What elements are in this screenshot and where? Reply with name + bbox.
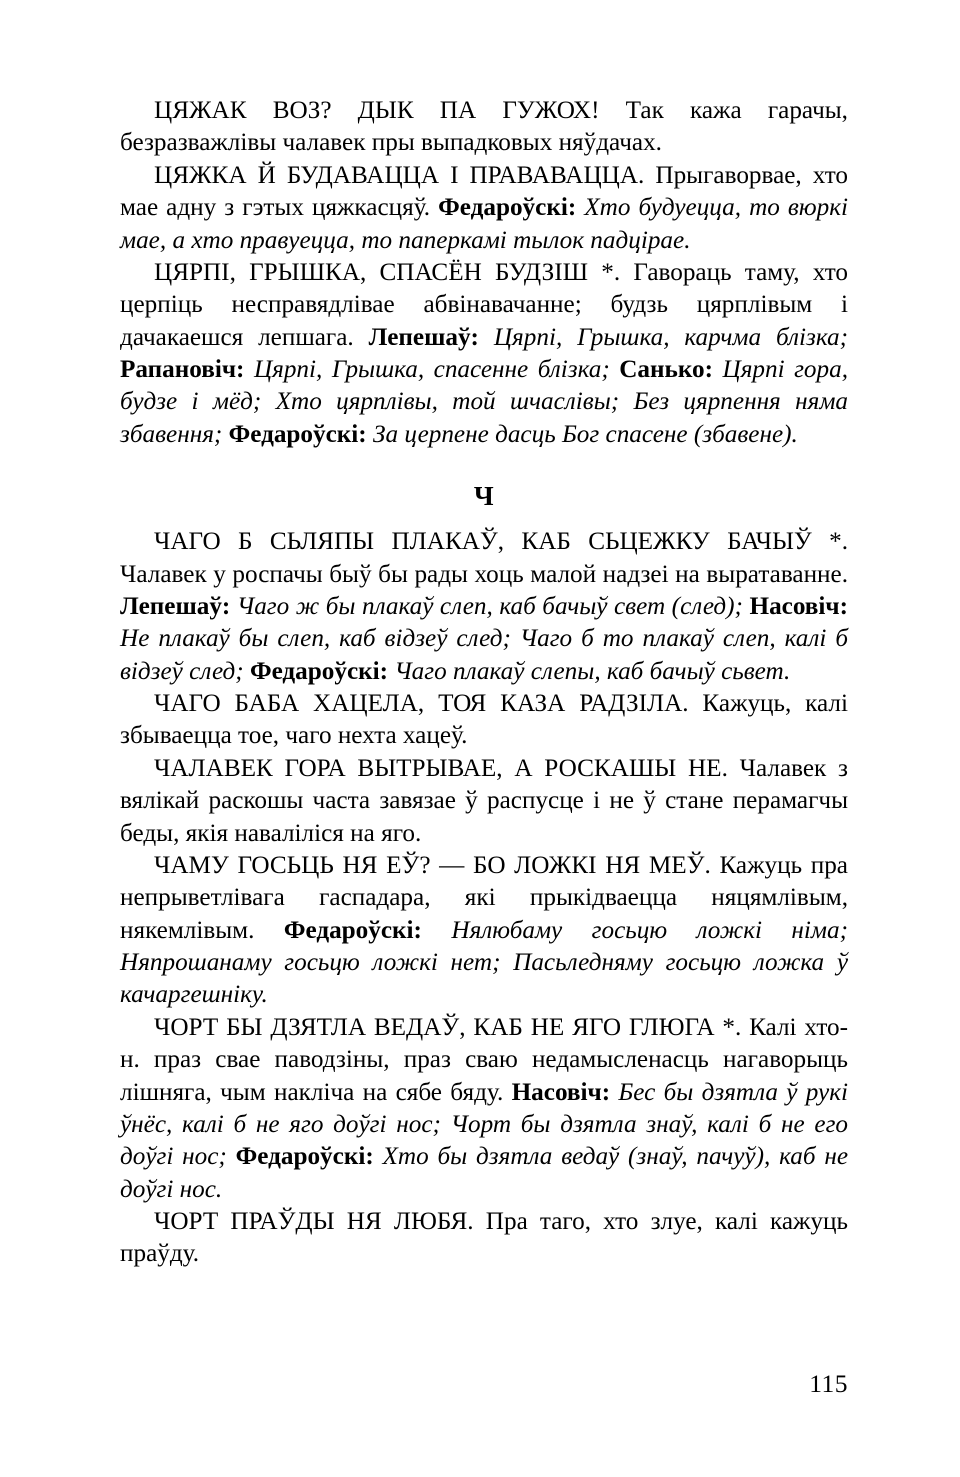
citation-quote: Бес бы дзятла ў рукі ўнёс, калі б не яго доўгі нос; Чорт бы дзятла знаў, калі б не его доўгі нос; xyxy=(120,1078,849,1171)
section-letter-heading: Ч xyxy=(473,481,495,512)
citation-quote: Чаго ж бы плакаў слеп, каб бачыў свет (след); xyxy=(230,592,743,620)
dictionary-entry xyxy=(120,1012,848,1206)
citation-quote: Цярпі, Грышка, спасенне блізка; xyxy=(244,356,610,383)
entry-headword: ЧАГО Б СЬЛЯПЫ ПЛАКАЎ, КАБ СЬЦЕЖКУ БАЧЫЎ *. xyxy=(154,528,848,556)
entry-headword: ЧАЛАВЕК ГОРА ВЫТРЫВАЕ, А РОСКАШЫ НЕ. xyxy=(154,754,728,782)
citation-source: Санько: xyxy=(609,356,713,383)
entry-body: Кажуць, калі збываецца тое, чаго нехта хацеў. xyxy=(120,690,849,750)
dictionary-entry xyxy=(120,160,848,257)
citation-source: Федароўскі: xyxy=(226,1143,374,1171)
citation-source: Лепешаў: xyxy=(120,592,231,620)
citation-source: Насовіч: xyxy=(511,1078,611,1106)
citation-source: Насовіч: xyxy=(742,592,848,620)
entry-headword: ЦЯРПІ, ГРЫШКА, СПАСЁН БУДЗІШ *. xyxy=(154,258,621,286)
entry-body: Чалавек у роспачы быў бы рады хоць малой надзеі на выратаванне. xyxy=(120,560,848,588)
entry-headword: ЦЯЖКА Й БУДАВАЦЦА І ПРАВАВАЦЦА. xyxy=(154,161,645,189)
dictionary-entry xyxy=(120,95,848,160)
entry-headword: ЧОРТ ПРАЎДЫ НЯ ЛЮБЯ. xyxy=(154,1208,474,1235)
entry-body: Кажуць пра непрыветлівага гаспадара, які прыкідваецца няцямлівым, някемлівым. xyxy=(120,851,848,944)
citation-source: Федароўскі: xyxy=(283,916,422,944)
entry-body: Пра таго, хто злуе, калі кажуць праўду. xyxy=(120,1208,848,1268)
entry-body: Так кажа гарачы, безразважлівы чалавек пры выпадковых няўдачах. xyxy=(120,97,848,157)
entry-headword: ЧАГО БАБА ХАЦЕЛА, ТОЯ КАЗА РАДЗІЛА. xyxy=(154,690,689,717)
citation-source: Рапановіч: xyxy=(120,356,245,383)
citation-quote: Цярпі, Грышка, карчма блізка; xyxy=(478,323,848,351)
entry-headword: ЧОРТ БЫ ДЗЯТЛА ВЕДАЎ, КАБ НЕ ЯГО ГЛЮГА *. xyxy=(154,1013,742,1041)
dictionary-entry xyxy=(120,526,848,688)
citation-quote: Хто бы дзятла ведаў (знаў, пачуў), каб не доўгі нос. xyxy=(120,1143,848,1203)
citation-source: Федароўскі: xyxy=(243,657,389,685)
entry-headword: ЦЯЖАК ВОЗ? ДЫК ПА ГУЖОХ! xyxy=(154,97,600,124)
page-number: 115 xyxy=(809,1369,848,1398)
dictionary-entry xyxy=(120,850,848,1012)
entry-body: Чалавек з вялікай раскошы часта завязае ў распусце і не ў стане перамагчы беды, якія наваліліся на яго. xyxy=(120,754,848,847)
citation-quote: Хто будуецца, то вюркі мае, а хто правуецца, то паперкамі тылок падцірае. xyxy=(120,194,848,254)
dictionary-entry xyxy=(120,1206,848,1271)
dictionary-entry xyxy=(120,257,848,451)
citation-quote: За церпене дасць Бог спасене (збавене). xyxy=(366,420,798,448)
entry-body: Прыгаворвае, хто мае адну з гэтых цяжкасцяў. xyxy=(120,161,849,222)
citation-source: Лепешаў: xyxy=(368,323,479,351)
citation-quote: Не плакаў бы слеп, каб відзеў след; Чаго б то плакаў слеп, калі б відзеў след; xyxy=(120,625,848,685)
citation-source: Федароўскі: xyxy=(438,194,577,222)
entry-body: Гавораць таму, хто церпіць несправядлівае абвінавачанне; будзь цярплівым і дачакаешся лепшага. xyxy=(120,258,848,351)
dictionary-entry xyxy=(120,753,848,850)
citation-quote: Цярпі гора, будзе і мёд; Хто цярплівы, той шчаслівы; Без цярпення няма збавення; xyxy=(120,356,848,448)
citation-quote: Чаго плакаў слепы, каб бачыў сьвет. xyxy=(388,657,791,685)
entry-body: Калі хто-н. праз свае паводзіны, праз сваю недамысленасць нагаворыць лішняга, чым накліча на сябе бяду. xyxy=(120,1013,848,1106)
citation-quote: Нялюбаму госьцю ложкі німа; Няпрошанаму госьцю ложкі нет; Пасьледняму госьцю ложка ў качаргешніку. xyxy=(120,916,848,1009)
entry-headword: ЧАМУ ГОСЬЦЬ НЯ ЕЎ? — БО ЛОЖКІ НЯ МЕЎ. xyxy=(154,851,711,879)
dictionary-entry xyxy=(120,688,848,753)
citation-source: Федароўскі: xyxy=(222,420,367,448)
